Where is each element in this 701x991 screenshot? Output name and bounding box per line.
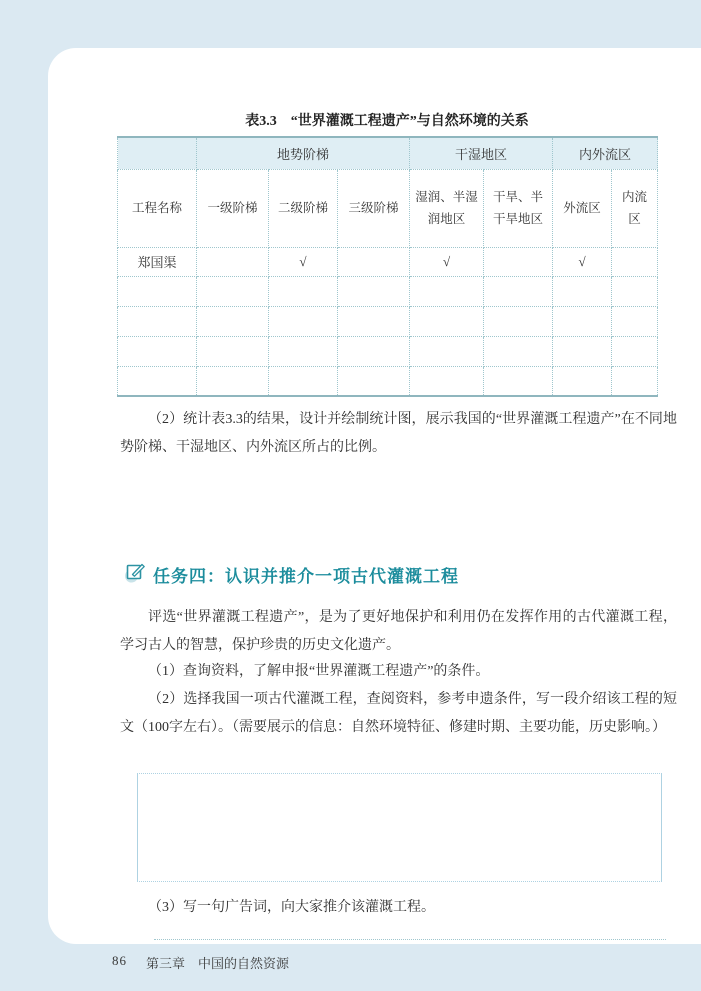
column-header-step1: 一级阶梯 [197,169,269,247]
table-cell [197,306,269,336]
table-cell [338,366,410,396]
table-cell [484,247,553,276]
column-header-arid: 干旱、半干旱地区 [484,169,553,247]
checkmark-cell: √ [410,247,484,276]
table-cell [197,247,269,276]
table-cell [484,366,553,396]
table-cell [118,306,197,336]
table-cell [612,336,658,366]
answer-write-in-box [137,773,662,882]
table-cell [612,366,658,396]
table-row [118,336,658,366]
table-cell [118,276,197,306]
table-cell [338,306,410,336]
group-header-dry-wet: 干湿地区 [410,137,553,169]
page-footer [112,953,289,972]
table-caption: 表3.3 “世界灌溉工程遗产”与自然环境的关系 [245,114,529,129]
project-name-cell: 郑国渠 [118,247,197,276]
table-cell [410,336,484,366]
table-cell [269,276,338,306]
table-cell [553,276,612,306]
table-cell [612,306,658,336]
task-four-heading [124,561,459,588]
table-cell [118,366,197,396]
table-column-header-row [118,169,658,247]
table-cell [553,366,612,396]
table-row [118,276,658,306]
table-group-header-row [118,137,658,169]
column-header-project-name: 工程名称 [118,169,197,247]
table-cell [269,306,338,336]
table-cell [197,366,269,396]
table-cell [553,336,612,366]
table-cell [197,276,269,306]
table-cell [484,276,553,306]
chapter-title: 第三章 中国的自然资源 [146,956,290,971]
table-cell [553,306,612,336]
table-row [118,247,658,276]
table-row [118,366,658,396]
heritage-environment-table [117,136,658,397]
group-header-flow: 内外流区 [553,137,658,169]
column-header-step2: 二级阶梯 [269,169,338,247]
table-cell [410,306,484,336]
group-header-terrain: 地势阶梯 [197,137,410,169]
table-cell [612,276,658,306]
task-item-2: （2）选择我国一项古代灌溉工程，查阅资料，参考申遗条件，写一段介绍该工程的短文（100字左右）。（需要展示的信息：自然环境特征、修建时期、主要功能，历史影响。） [120,692,677,735]
group-header-empty [118,137,197,169]
table-cell [118,336,197,366]
checkmark-cell: √ [269,247,338,276]
footer-divider-line [154,939,666,940]
task-intro-paragraph: 评选“世界灌溉工程遗产”，是为了更好地保护和利用仍在发挥作用的古代灌溉工程，学习古人的智慧，保护珍贵的历史文化遗产。 [120,610,677,653]
column-header-humid: 湿润、半湿润地区 [410,169,484,247]
page-number: 86 [112,953,127,968]
table-cell [269,336,338,366]
checkmark-cell: √ [553,247,612,276]
edit-pencil-icon [124,561,146,588]
table-cell [410,366,484,396]
table-row [118,306,658,336]
table-cell [410,276,484,306]
page-content-area [48,48,701,971]
table-cell [484,336,553,366]
task-item-1: （1）查询资料，了解申报“世界灌溉工程遗产”的条件。 [148,664,490,679]
table-cell [338,247,410,276]
table-cell [612,247,658,276]
table-cell [484,306,553,336]
stats-instruction-paragraph: （2）统计表3.3的结果，设计并绘制统计图，展示我国的“世界灌溉工程遗产”在不同地势阶梯、干湿地区、内外流区所占的比例。 [120,412,677,455]
task-item-3: （3）写一句广告词，向大家推介该灌溉工程。 [148,900,435,915]
table-cell [338,276,410,306]
column-header-step3: 三级阶梯 [338,169,410,247]
column-header-exorheic: 外流区 [553,169,612,247]
task-title: 任务四：认识并推介一项古代灌溉工程 [153,567,459,586]
table-cell [197,336,269,366]
table-cell [338,336,410,366]
table-cell [269,366,338,396]
column-header-endorheic: 内流区 [612,169,658,247]
